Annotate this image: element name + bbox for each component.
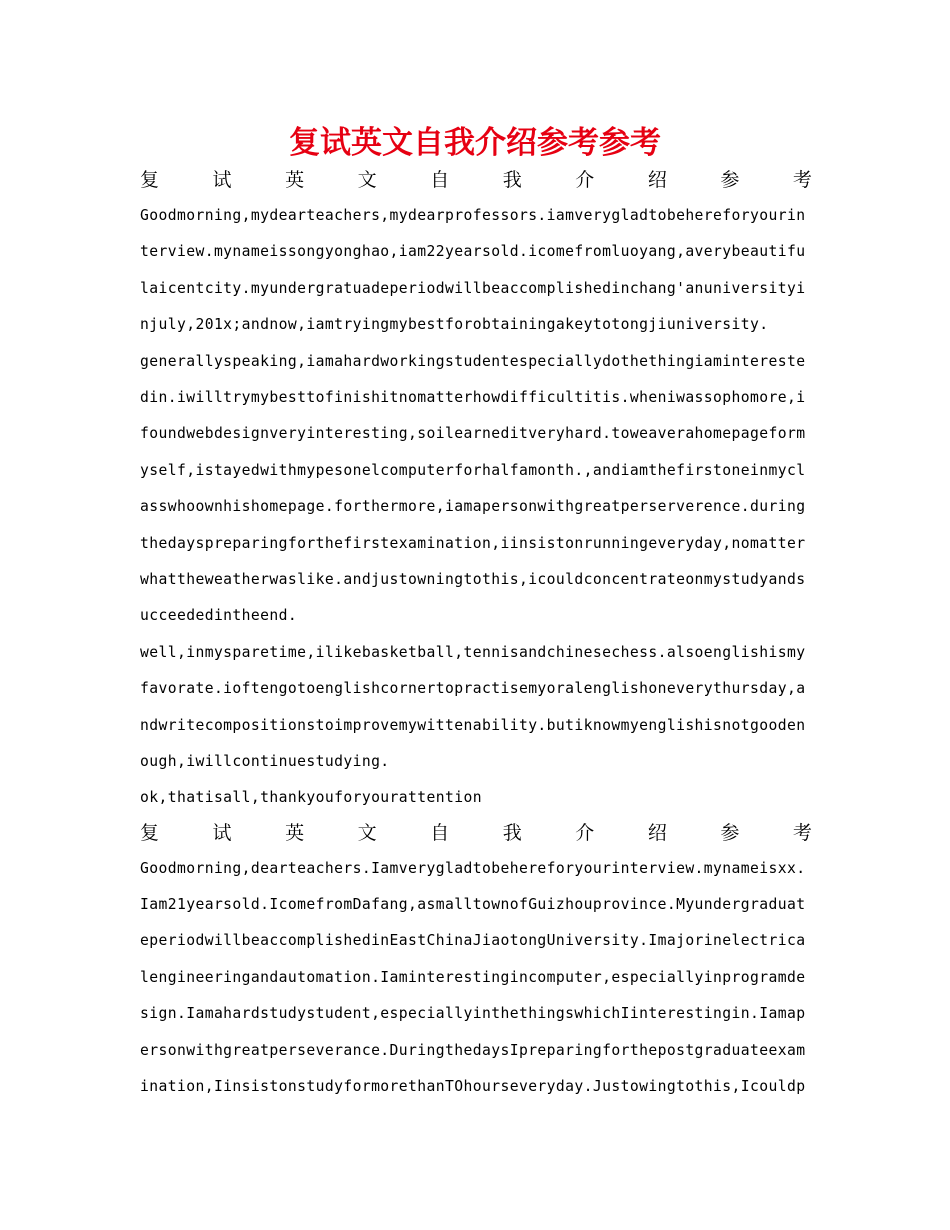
heading-char: 考	[792, 169, 812, 191]
heading-char: 介	[575, 821, 595, 844]
heading-char: 我	[502, 169, 522, 191]
heading-char: 参	[720, 821, 740, 844]
heading-char: 介	[575, 169, 595, 191]
heading-char: 参	[720, 169, 740, 191]
section-heading-1	[140, 162, 812, 198]
heading-char: 文	[357, 169, 377, 191]
document-title: 复试英文自我介绍参考参考	[289, 125, 661, 161]
heading-char: 绍	[647, 821, 667, 844]
heading-char: 复	[140, 169, 160, 191]
heading-char: 英	[285, 169, 305, 191]
heading-char: 试	[212, 821, 232, 844]
heading-char: 我	[502, 821, 522, 844]
paragraph: generallyspeaking,iamahardworkingstudentespeciallydothethingiaminterestedin.iwilltrymybesttofinishitnomatterhowdifficultitis.wheniwassophomore,ifoundwebdesignveryinteresting,soilearneditveryhard.toweaverahomepageformyself,istayedwithmypesonelcomputerforhalfamonth.,andiamthefirstoneinmyclasswhoownhishomepage.forthermore,iamapersonwithgreatperserverence.duringthedayspreparingforthefirstexamination,iinsistonrunningeveryday,nomatterwhattheweatherwaslike.andjustowningtothis,icouldconcentrateonmystudyandsucceededintheend.	[140, 352, 806, 625]
heading-char: 自	[430, 821, 450, 844]
heading-char: 复	[140, 821, 160, 844]
paragraph: Goodmorning,mydearteachers,mydearprofessors.iamverygladtobehereforyourinterview.mynameissongyonghao,iam22yearsold.icomefromluoyang,averybeautifulaicentcity.myundergratuadeperiodwillbeaccomplishedinchang'anuniversityinjuly,201x;andnow,iamtryingmybestforobtainingakeytotongjiuniversity.	[140, 207, 806, 334]
heading-char: 考	[792, 821, 812, 844]
document-body	[140, 162, 812, 1105]
heading-char: 绍	[647, 169, 667, 191]
paragraph: ok,thatisall,thankyouforyourattention	[140, 788, 482, 806]
heading-char: 文	[357, 821, 377, 844]
paragraph: Goodmorning,dearteachers.Iamverygladtobehereforyourinterview.mynameisxx.Iam21yearsold.IcomefromDafang,asmalltownofGuizhouprovince.MyundergraduateperiodwillbeaccomplishedinEastChinaJiaotongUniversity.Imajorinelectricalengineeringandautomation.Iaminterestingincomputer,especiallyinprogramdesign.Iamahardstudystudent,especiallyinthethingswhichIinterestingin.Iamapersonwithgreatperseverance.DuringthedaysIpreparingforthepostgraduateexamination,IinsistonstudyformorethanTOhourseveryday.Justowingtothis,Icouldp	[140, 859, 806, 1095]
paragraph: well,inmysparetime,ilikebasketball,tennisandchinesechess.alsoenglishismyfavorate.ioftengotoenglishcornertopractisemyoralenglishoneverythursday,andwritecompositionstoimprovemywittenability.butiknowmyenglishisnotgoodenough,iwillcontinuestudying.	[140, 643, 806, 771]
heading-char: 试	[212, 169, 232, 191]
heading-char: 英	[285, 821, 305, 844]
heading-char: 自	[430, 169, 450, 191]
section-heading-2	[140, 815, 812, 851]
